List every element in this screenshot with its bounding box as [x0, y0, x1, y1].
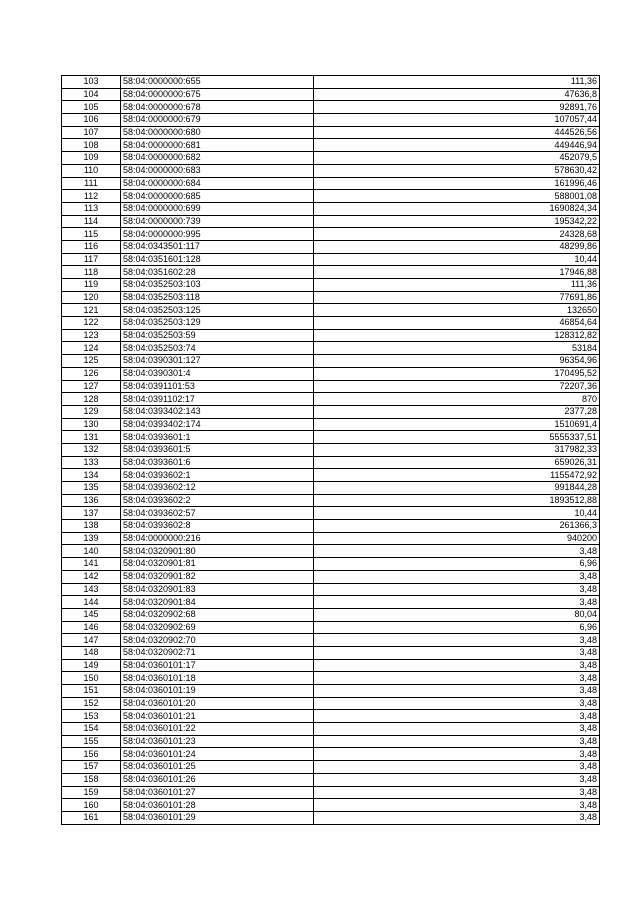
table-row [62, 114, 600, 127]
value-cell: 588001,08 [314, 190, 600, 203]
row-number-cell: 138 [62, 520, 121, 533]
cadastral-number-cell: 58:04:0000000:680 [121, 126, 314, 139]
cadastral-number-cell: 58:04:0391102:17 [121, 393, 314, 406]
row-number-cell: 122 [62, 317, 121, 330]
value-cell: 46854,64 [314, 317, 600, 330]
value-cell: 1690824,34 [314, 202, 600, 215]
table-row [62, 418, 600, 431]
row-number-cell: 110 [62, 164, 121, 177]
value-cell: 444526,56 [314, 126, 600, 139]
cadastral-number-cell: 58:04:0000000:679 [121, 114, 314, 127]
row-number-cell: 146 [62, 621, 121, 634]
cadastral-number-cell: 58:04:0000000:685 [121, 190, 314, 203]
row-number-cell: 160 [62, 799, 121, 812]
table-row [62, 266, 600, 279]
cadastral-number-cell: 58:04:0393602:1 [121, 469, 314, 482]
cadastral-number-cell: 58:04:0360101:28 [121, 799, 314, 812]
value-cell: 3,48 [314, 811, 600, 824]
value-cell: 107057,44 [314, 114, 600, 127]
value-cell: 261366,3 [314, 520, 600, 533]
value-cell: 870 [314, 393, 600, 406]
cadastral-number-cell: 58:04:0320901:80 [121, 545, 314, 558]
value-cell: 111,36 [314, 76, 600, 89]
table-row [62, 76, 600, 89]
table-row [62, 786, 600, 799]
row-number-cell: 136 [62, 494, 121, 507]
table-row [62, 177, 600, 190]
row-number-cell: 116 [62, 240, 121, 253]
table-row [62, 646, 600, 659]
cadastral-number-cell: 58:04:0360101:27 [121, 786, 314, 799]
table-row [62, 342, 600, 355]
value-cell: 940200 [314, 532, 600, 545]
value-cell: 3,48 [314, 583, 600, 596]
value-cell: 92891,76 [314, 101, 600, 114]
row-number-cell: 108 [62, 139, 121, 152]
table-row [62, 672, 600, 685]
table-row [62, 583, 600, 596]
cadastral-number-cell: 58:04:0000000:678 [121, 101, 314, 114]
cadastral-number-cell: 58:04:0393402:174 [121, 418, 314, 431]
value-cell: 452079,5 [314, 152, 600, 165]
value-cell: 195342,22 [314, 215, 600, 228]
cadastral-number-cell: 58:04:0360101:26 [121, 773, 314, 786]
cadastral-number-cell: 58:04:0360101:29 [121, 811, 314, 824]
value-cell: 77691,86 [314, 291, 600, 304]
cadastral-number-cell: 58:04:0360101:20 [121, 697, 314, 710]
value-cell: 3,48 [314, 710, 600, 723]
value-cell: 111,36 [314, 279, 600, 292]
row-number-cell: 111 [62, 177, 121, 190]
row-number-cell: 145 [62, 608, 121, 621]
cadastral-number-cell: 58:04:0320902:68 [121, 608, 314, 621]
table-row [62, 367, 600, 380]
row-number-cell: 128 [62, 393, 121, 406]
row-number-cell: 149 [62, 659, 121, 672]
cadastral-number-cell: 58:04:0000000:675 [121, 88, 314, 101]
value-cell: 170495,52 [314, 367, 600, 380]
value-cell: 3,48 [314, 773, 600, 786]
cadastral-number-cell: 58:04:0352503:129 [121, 317, 314, 330]
value-cell: 3,48 [314, 646, 600, 659]
row-number-cell: 135 [62, 482, 121, 495]
value-cell: 3,48 [314, 685, 600, 698]
cadastral-number-cell: 58:04:0360101:21 [121, 710, 314, 723]
cadastral-number-cell: 58:04:0393601:1 [121, 431, 314, 444]
value-cell: 3,48 [314, 799, 600, 812]
value-cell: 3,48 [314, 545, 600, 558]
row-number-cell: 148 [62, 646, 121, 659]
table-row [62, 431, 600, 444]
cadastral-number-cell: 58:04:0393601:5 [121, 443, 314, 456]
value-cell: 3,48 [314, 723, 600, 736]
row-number-cell: 161 [62, 811, 121, 824]
row-number-cell: 119 [62, 279, 121, 292]
row-number-cell: 155 [62, 735, 121, 748]
table-row [62, 126, 600, 139]
row-number-cell: 121 [62, 304, 121, 317]
cadastral-number-cell: 58:04:0360101:19 [121, 685, 314, 698]
row-number-cell: 152 [62, 697, 121, 710]
row-number-cell: 153 [62, 710, 121, 723]
cadastral-number-cell: 58:04:0351602:28 [121, 266, 314, 279]
cadastral-number-cell: 58:04:0391101:53 [121, 380, 314, 393]
row-number-cell: 125 [62, 355, 121, 368]
value-cell: 3,48 [314, 634, 600, 647]
row-number-cell: 104 [62, 88, 121, 101]
table-row [62, 279, 600, 292]
value-cell: 161996,46 [314, 177, 600, 190]
cadastral-number-cell: 58:04:0393602:8 [121, 520, 314, 533]
cadastral-number-cell: 58:04:0393601:6 [121, 456, 314, 469]
table-row [62, 811, 600, 824]
cadastral-number-cell: 58:04:0320901:81 [121, 558, 314, 571]
row-number-cell: 120 [62, 291, 121, 304]
row-number-cell: 158 [62, 773, 121, 786]
table-row [62, 545, 600, 558]
cadastral-number-cell: 58:04:0320902:69 [121, 621, 314, 634]
cadastral-number-cell: 58:04:0352503:125 [121, 304, 314, 317]
value-cell: 96354,96 [314, 355, 600, 368]
table-row [62, 393, 600, 406]
cadastral-number-cell: 58:04:0351601:128 [121, 253, 314, 266]
table-row [62, 469, 600, 482]
row-number-cell: 137 [62, 507, 121, 520]
row-number-cell: 151 [62, 685, 121, 698]
table-row [62, 405, 600, 418]
row-number-cell: 114 [62, 215, 121, 228]
table-row [62, 685, 600, 698]
row-number-cell: 150 [62, 672, 121, 685]
table-row [62, 621, 600, 634]
value-cell: 1510691,4 [314, 418, 600, 431]
cadastral-number-cell: 58:04:0000000:216 [121, 532, 314, 545]
table-row [62, 202, 600, 215]
table-row [62, 520, 600, 533]
table-row [62, 253, 600, 266]
value-cell: 1893512,88 [314, 494, 600, 507]
row-number-cell: 118 [62, 266, 121, 279]
value-cell: 5555337,51 [314, 431, 600, 444]
cadastral-number-cell: 58:04:0000000:683 [121, 164, 314, 177]
row-number-cell: 127 [62, 380, 121, 393]
cadastral-number-cell: 58:04:0393402:143 [121, 405, 314, 418]
cadastral-number-cell: 58:04:0390301:4 [121, 367, 314, 380]
cadastral-number-cell: 58:04:0320901:84 [121, 596, 314, 609]
table-row [62, 291, 600, 304]
value-cell: 53184 [314, 342, 600, 355]
table-row [62, 799, 600, 812]
row-number-cell: 130 [62, 418, 121, 431]
table-row [62, 761, 600, 774]
cadastral-number-cell: 58:04:0393602:57 [121, 507, 314, 520]
cadastral-number-cell: 58:04:0000000:681 [121, 139, 314, 152]
cadastral-number-cell: 58:04:0000000:684 [121, 177, 314, 190]
row-number-cell: 117 [62, 253, 121, 266]
row-number-cell: 154 [62, 723, 121, 736]
table-row [62, 494, 600, 507]
table-row [62, 507, 600, 520]
value-cell: 659026,31 [314, 456, 600, 469]
cadastral-number-cell: 58:04:0000000:739 [121, 215, 314, 228]
value-cell: 578630,42 [314, 164, 600, 177]
cadastral-number-cell: 58:04:0360101:22 [121, 723, 314, 736]
table-row [62, 735, 600, 748]
table-row [62, 215, 600, 228]
table-row [62, 164, 600, 177]
row-number-cell: 106 [62, 114, 121, 127]
table-row [62, 456, 600, 469]
row-number-cell: 109 [62, 152, 121, 165]
table-row [62, 634, 600, 647]
cadastral-number-cell: 58:04:0360101:25 [121, 761, 314, 774]
cadastral-number-cell: 58:04:0343501:117 [121, 240, 314, 253]
table-row [62, 697, 600, 710]
value-cell: 449446,94 [314, 139, 600, 152]
value-cell: 47636,8 [314, 88, 600, 101]
value-cell: 80,04 [314, 608, 600, 621]
table-row [62, 101, 600, 114]
row-number-cell: 139 [62, 532, 121, 545]
row-number-cell: 103 [62, 76, 121, 89]
table-row [62, 228, 600, 241]
row-number-cell: 105 [62, 101, 121, 114]
table-row [62, 304, 600, 317]
table-row [62, 723, 600, 736]
cadastral-number-cell: 58:04:0393602:2 [121, 494, 314, 507]
value-cell: 2377,28 [314, 405, 600, 418]
table-row [62, 570, 600, 583]
value-cell: 3,48 [314, 697, 600, 710]
cadastral-number-cell: 58:04:0320901:82 [121, 570, 314, 583]
value-cell: 3,48 [314, 786, 600, 799]
cadastral-number-cell: 58:04:0360101:17 [121, 659, 314, 672]
value-cell: 3,48 [314, 596, 600, 609]
table-row [62, 329, 600, 342]
row-number-cell: 123 [62, 329, 121, 342]
cadastral-number-cell: 58:04:0000000:699 [121, 202, 314, 215]
row-number-cell: 144 [62, 596, 121, 609]
value-cell: 17946,88 [314, 266, 600, 279]
table-row [62, 443, 600, 456]
cadastral-number-cell: 58:04:0320902:70 [121, 634, 314, 647]
value-cell: 72207,36 [314, 380, 600, 393]
value-cell: 128312,82 [314, 329, 600, 342]
cadastral-number-cell: 58:04:0352503:118 [121, 291, 314, 304]
table-row [62, 317, 600, 330]
value-cell: 3,48 [314, 659, 600, 672]
cadastral-number-cell: 58:04:0360101:24 [121, 748, 314, 761]
value-cell: 3,48 [314, 570, 600, 583]
cadastral-values-table [61, 75, 600, 825]
row-number-cell: 159 [62, 786, 121, 799]
value-cell: 3,48 [314, 761, 600, 774]
cadastral-number-cell: 58:04:0352503:59 [121, 329, 314, 342]
value-cell: 10,44 [314, 253, 600, 266]
value-cell: 3,48 [314, 748, 600, 761]
row-number-cell: 134 [62, 469, 121, 482]
cadastral-number-cell: 58:04:0320902:71 [121, 646, 314, 659]
table-row [62, 659, 600, 672]
table-row [62, 773, 600, 786]
value-cell: 317982,33 [314, 443, 600, 456]
table-row [62, 748, 600, 761]
row-number-cell: 115 [62, 228, 121, 241]
row-number-cell: 133 [62, 456, 121, 469]
table-row [62, 596, 600, 609]
row-number-cell: 131 [62, 431, 121, 444]
row-number-cell: 143 [62, 583, 121, 596]
cadastral-number-cell: 58:04:0320901:83 [121, 583, 314, 596]
cadastral-number-cell: 58:04:0352503:74 [121, 342, 314, 355]
value-cell: 1155472,92 [314, 469, 600, 482]
row-number-cell: 157 [62, 761, 121, 774]
cadastral-number-cell: 58:04:0000000:682 [121, 152, 314, 165]
table-row [62, 558, 600, 571]
cadastral-number-cell: 58:04:0000000:995 [121, 228, 314, 241]
value-cell: 10,44 [314, 507, 600, 520]
cadastral-number-cell: 58:04:0360101:18 [121, 672, 314, 685]
row-number-cell: 142 [62, 570, 121, 583]
cadastral-number-cell: 58:04:0393602:12 [121, 482, 314, 495]
row-number-cell: 156 [62, 748, 121, 761]
table-row [62, 190, 600, 203]
cadastral-number-cell: 58:04:0360101:23 [121, 735, 314, 748]
value-cell: 3,48 [314, 735, 600, 748]
table-row [62, 380, 600, 393]
table-row [62, 608, 600, 621]
value-cell: 991844,28 [314, 482, 600, 495]
value-cell: 6,96 [314, 558, 600, 571]
row-number-cell: 112 [62, 190, 121, 203]
row-number-cell: 140 [62, 545, 121, 558]
value-cell: 48299,86 [314, 240, 600, 253]
cadastral-number-cell: 58:04:0352503:103 [121, 279, 314, 292]
cadastral-number-cell: 58:04:0390301:127 [121, 355, 314, 368]
cadastral-number-cell: 58:04:0000000:655 [121, 76, 314, 89]
table-body [62, 76, 600, 825]
row-number-cell: 126 [62, 367, 121, 380]
table-row [62, 355, 600, 368]
row-number-cell: 141 [62, 558, 121, 571]
table-row [62, 152, 600, 165]
table-row [62, 240, 600, 253]
row-number-cell: 113 [62, 202, 121, 215]
table-row [62, 482, 600, 495]
row-number-cell: 129 [62, 405, 121, 418]
value-cell: 24328,68 [314, 228, 600, 241]
table-row [62, 532, 600, 545]
table-row [62, 88, 600, 101]
value-cell: 3,48 [314, 672, 600, 685]
row-number-cell: 132 [62, 443, 121, 456]
row-number-cell: 124 [62, 342, 121, 355]
row-number-cell: 107 [62, 126, 121, 139]
value-cell: 6,96 [314, 621, 600, 634]
value-cell: 132650 [314, 304, 600, 317]
table-row [62, 710, 600, 723]
row-number-cell: 147 [62, 634, 121, 647]
table-row [62, 139, 600, 152]
